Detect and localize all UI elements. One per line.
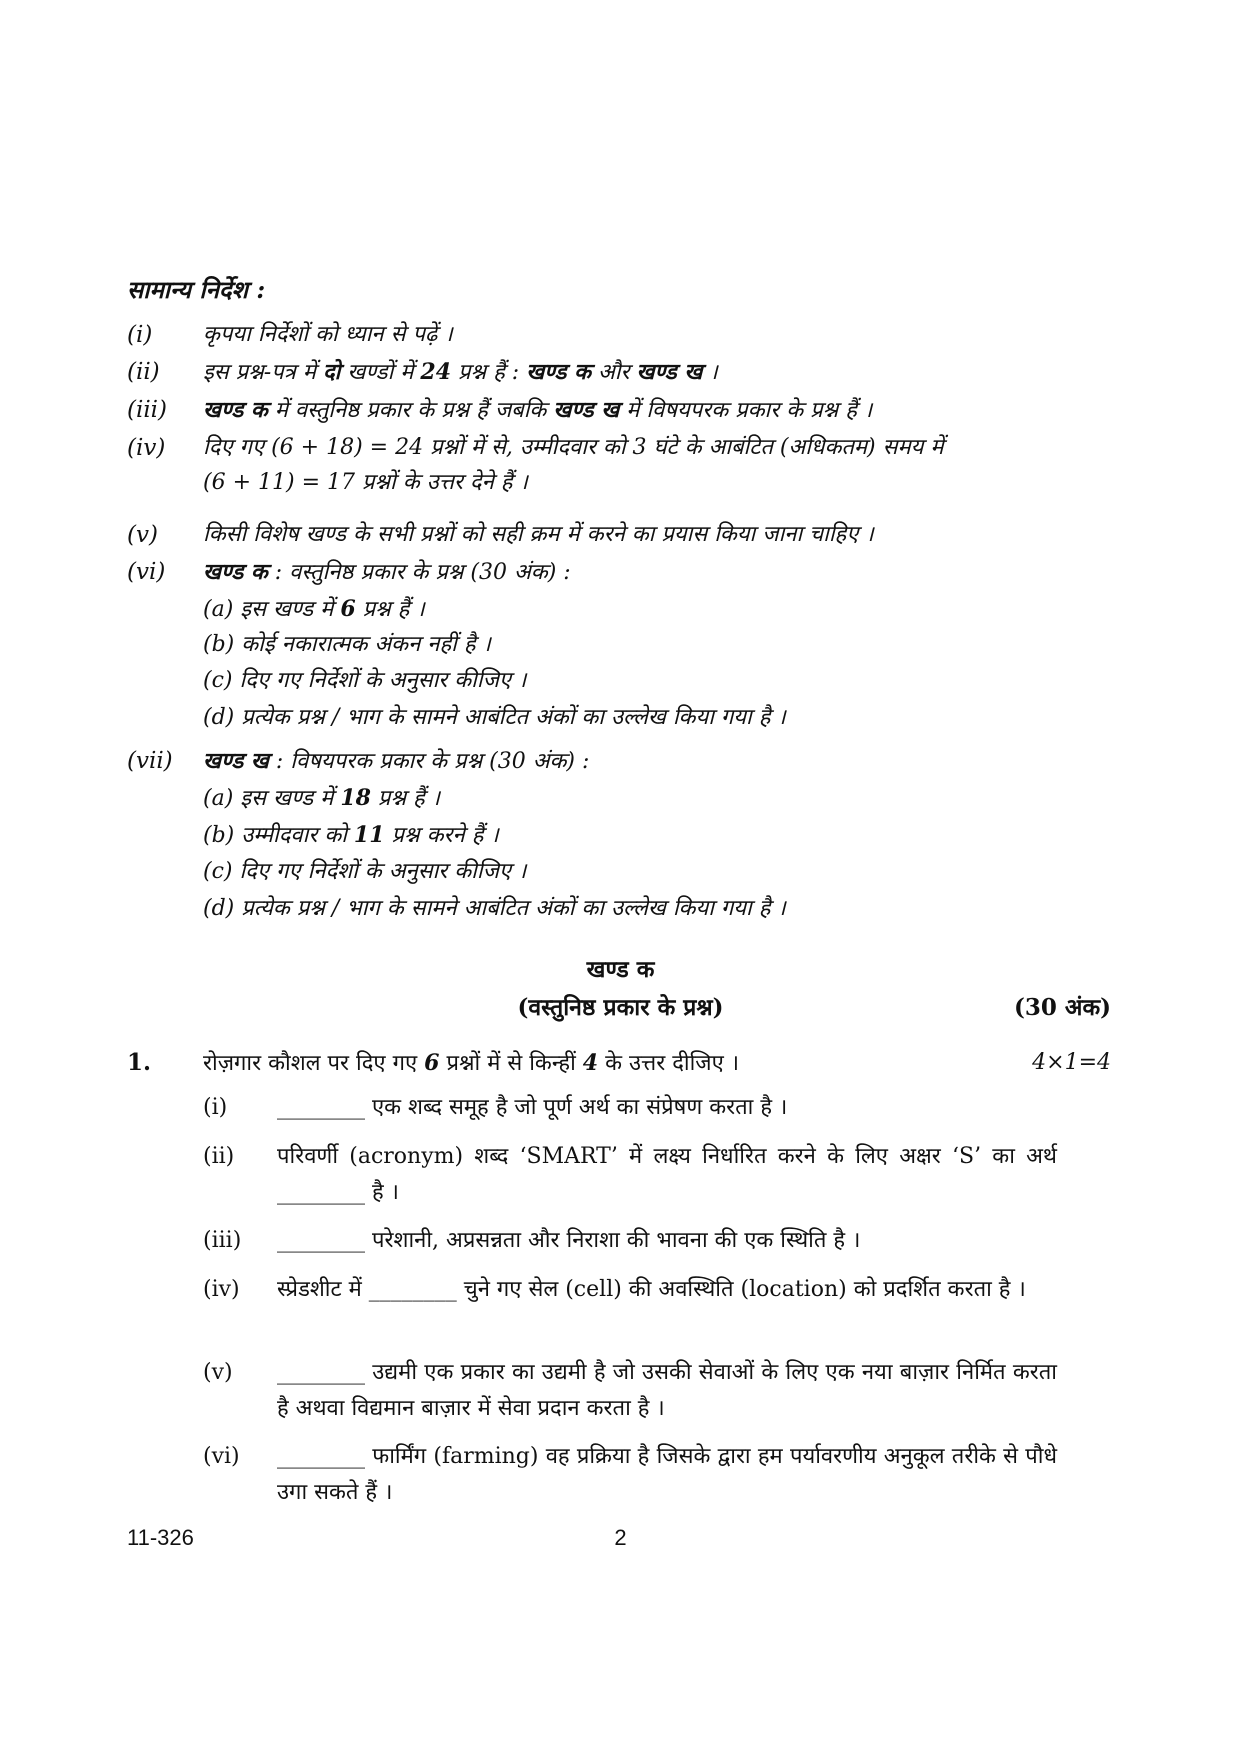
instruction-num: (iv) [127, 435, 166, 461]
instruction-num: (v) [127, 522, 158, 548]
question-number: 1. [127, 1049, 152, 1076]
instruction-text: किसी विशेष खण्ड के सभी प्रश्नों को सही क्रम में करने का प्रयास किया जाना चाहिए । [203, 522, 874, 547]
instruction-num: (iii) [127, 397, 168, 423]
question-marks: 4×1=4 [1032, 1050, 1111, 1075]
section-marks: (30 अंक) [1013, 994, 1111, 1021]
instruction-num: (vii) [127, 748, 173, 774]
instruction-num: (ii) [127, 359, 160, 385]
instruction-num: (vi) [127, 559, 166, 585]
instruction-text: खण्ड ख : विषयपरक प्रकार के प्रश्न (30 अंक) : [203, 748, 590, 774]
subitem: (b) उम्मीदवार को 11 प्रश्न करने हैं । [203, 822, 499, 848]
instruction-num: (i) [127, 322, 153, 348]
instruction-text-line2: (6 + 11) = 17 प्रश्नों के उत्तर देने हैं । [203, 470, 528, 495]
part-text: ________ परेशानी, अप्रसन्नता और निराशा की भावना की एक स्थिति है । [277, 1228, 861, 1253]
part-number: (vi) [203, 1444, 240, 1469]
subitem: (d) प्रत्येक प्रश्न / भाग के सामने आबंटित अंकों का उल्लेख किया गया है । [203, 896, 786, 921]
page-number: 2 [614, 1525, 627, 1550]
instructions-heading: सामान्य निर्देश : [127, 275, 266, 304]
subitem: (c) दिए गए निर्देशों के अनुसार कीजिए । [203, 668, 527, 693]
part-text: ________ उद्यमी एक प्रकार का उद्यमी है जो उसकी सेवाओं के लिए एक नया बाज़ार निर्मित करता है अथवा विद्यमान बाज़ार में सेवा प्रदान करता है । [277, 1360, 1057, 1421]
subitem: (d) प्रत्येक प्रश्न / भाग के सामने आबंटित अंकों का उल्लेख किया गया है । [203, 705, 786, 730]
section-title: खण्ड क [586, 956, 655, 983]
part-text: ________ एक शब्द समूह है जो पूर्ण अर्थ का संप्रेषण करता है । [277, 1095, 788, 1120]
paper-code: 11-326 [127, 1525, 194, 1550]
instruction-text: कृपया निर्देशों को ध्यान से पढ़ें । [203, 322, 453, 347]
instruction-text: खण्ड क : वस्तुनिष्ठ प्रकार के प्रश्न (30 अंक) : [203, 559, 571, 585]
part-text: परिवर्णी (acronym) शब्द ‘SMART’ में लक्ष्य निर्धारित करने के लिए अक्षर ‘S’ का अर्थ ________ है । [277, 1144, 1057, 1205]
instruction-text-line1: दिए गए (6 + 18) = 24 प्रश्नों में से, उम्मीदवार को 3 घंटे के आबंटित (अधिकतम) समय में [203, 435, 944, 460]
part-number: (v) [203, 1360, 233, 1385]
subitem: (b) कोई नकारात्मक अंकन नहीं है । [203, 632, 491, 657]
instruction-text: इस प्रश्न-पत्र में दो खण्डों में 24 प्रश्न हैं : खण्ड क और खण्ड ख । [203, 359, 718, 385]
part-number: (ii) [203, 1144, 235, 1169]
part-number: (i) [203, 1095, 228, 1120]
section-subtitle: (वस्तुनिष्ठ प्रकार के प्रश्न) [517, 994, 724, 1021]
question-text: रोज़गार कौशल पर दिए गए 6 प्रश्नों में से किन्हीं 4 के उत्तर दीजिए । [203, 1050, 740, 1076]
part-text: स्प्रेडशीट में ________ चुने गए सेल (cell) की अवस्थिति (location) को प्रदर्शित करता है । [277, 1277, 1026, 1302]
subitem: (c) दिए गए निर्देशों के अनुसार कीजिए । [203, 859, 527, 884]
part-number: (iii) [203, 1228, 242, 1253]
part-number: (iv) [203, 1277, 240, 1302]
subitem: (a) इस खण्ड में 6 प्रश्न हैं । [203, 596, 425, 622]
instruction-text: खण्ड क में वस्तुनिष्ठ प्रकार के प्रश्न हैं जबकि खण्ड ख में विषयपरक प्रकार के प्रश्न हैं । [203, 397, 873, 423]
part-text: ________ फार्मिंग (farming) वह प्रक्रिया है जिसके द्वारा हम पर्यावरणीय अनुकूल तरीके से पौधे उगा सकते हैं । [277, 1444, 1057, 1505]
subitem: (a) इस खण्ड में 18 प्रश्न हैं । [203, 785, 441, 811]
